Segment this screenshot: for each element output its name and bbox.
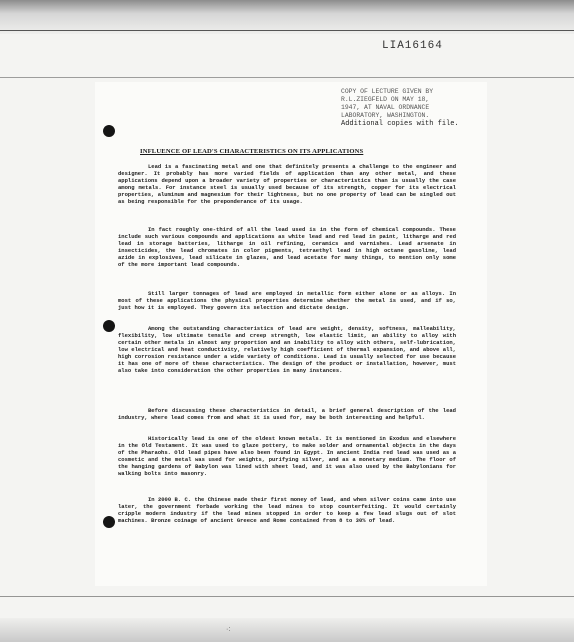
paragraph-1: Lead is a fascinating metal and one that definitely presents a challenge to the engineer and designer. It probably has more varied fields of application than any other metal, and these applications depend upon a broader variety of properties or characteristics than is usually the case among metals. For instance steel is usually used because of its strength, copper for its electrical properties, aluminum and magnesium for their lightness, but no one property of lead can be singled out as being responsible for the preponderance of its usage. [118,163,456,205]
page-edge-top [0,77,574,78]
document-title: INFLUENCE OF LEAD'S CHARACTERISTICS ON ITS APPLICATIONS [140,148,364,155]
punch-hole-bottom [103,516,115,528]
stamp-line: COPY OF LECTURE GIVEN BY [341,88,434,95]
paragraph-4: Among the outstanding characteristics of lead are weight, density, softness, malleability, flexibility, low ultimate tensile and creep strength, low elastic limit, an ability to alloy with certain other metals in almost any proportion and an inability to alloy with others, self-lubrication, low electrical and heat conductivity, relatively high coefficient of thermal expansion, and above all, high corrosion resistance under a wide variety of conditions. Lead is usually selected for use because it has one of more of these characteristics. The design of the product or installation, however, must also take into consideration the other properties in many instances. [118,325,456,374]
stamp-line: R.L.ZIEGFELD ON MAY 18, [341,96,430,103]
scan-edge-line [0,30,574,31]
paragraph-6: Historically lead is one of the oldest known metals. It is mentioned in Exodus and elsewhere in the Old Testament. It was used to glaze pottery, to make solder and ornamental objects in the days of the Pharaohs. Old lead pipes have also been found in Egypt. In ancient India red lead was used as a cosmetic and the metal was used for weights, purifying silver, and as a monetary medium. The floor of the hanging gardens of Babylon was lined with sheet lead, and it was also used by the Babylonians for walking bolts into masonry. [118,435,456,477]
paragraph-5: Before discussing these characteristics in detail, a brief general description of the lead industry, where lead comes from and what it is used for, may be both interesting and helpful. [118,407,456,421]
stamp-note: Additional copies with file. [341,120,459,128]
paragraph-2: In fact roughly one-third of all the lead used is in the form of chemical compounds. These include such various compounds and applications as white lead and red lead in paint, litharge and red lead in storage batteries, litharge in oil refining, ceramics and varnishes. Lead arsenate in insecticides, the lead chromates in color pigments, tetraethyl lead in high octane gasoline, lead azide in explosives, lead silicate in glazes, and lead acetate for many things, to mention only some of the more important lead compounds. [118,226,456,268]
stamp-line: LABORATORY, WASHINGTON. [341,112,430,119]
scan-border-bottom [0,618,574,642]
punch-hole-middle [103,320,115,332]
paragraph-7: In 2000 B. C. the Chinese made their first money of lead, and when silver coins came into use later, the government forbade working the lead mines to stop counterfeiting. It would certainly cripple modern industry if the lead mines stopped in order to keep a few lead slugs out of slot machines. Bronze coinage of ancient Greece and Rome contained from 8 to 30% of lead. [118,496,456,524]
stamp-line: 1947, AT NAVAL ORDNANCE [341,104,430,111]
document-id: LIA16164 [382,40,443,52]
page-edge-bottom [0,596,574,597]
copy-stamp [341,88,481,128]
scan-speck: ·: [226,626,231,633]
punch-hole-top [103,125,115,137]
scan-border-top [0,0,574,34]
paragraph-3: Still larger tonnages of lead are employed in metallic form either alone or as alloys. In most of these applications the physical properties determine whether the metal is used, and if so, just how it is employed. They govern its selection and dictate design. [118,290,456,311]
